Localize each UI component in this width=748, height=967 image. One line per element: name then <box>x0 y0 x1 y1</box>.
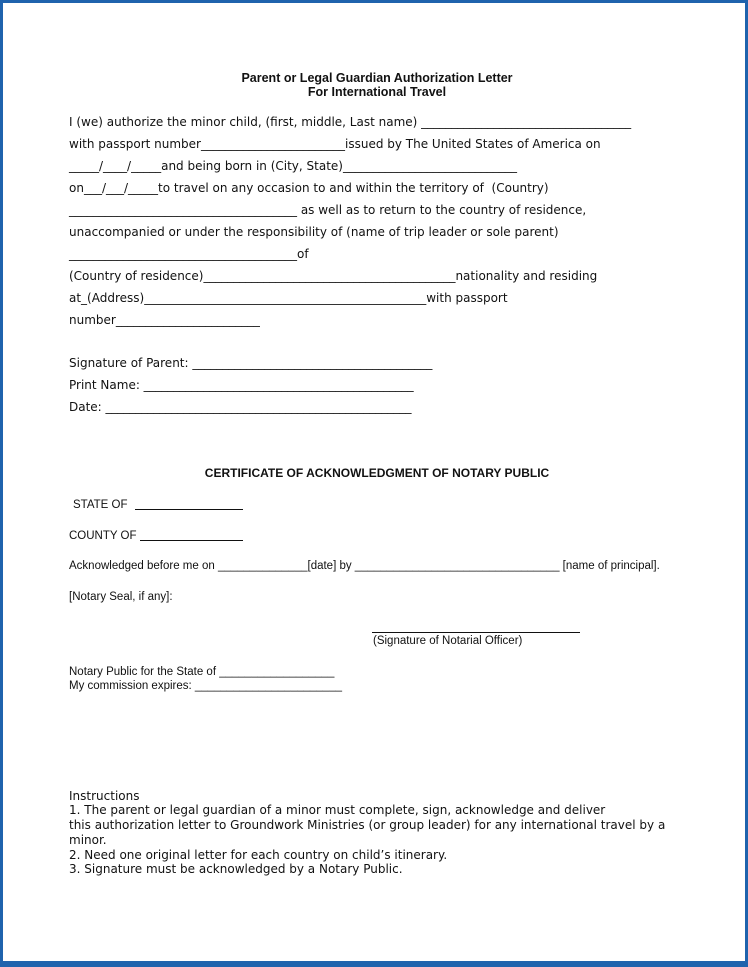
notarial-signature-caption: (Signature of Notarial Officer) <box>373 635 523 647</box>
letter-line-passport: with passport number________________________issued by The United States of America on <box>69 137 601 151</box>
instruction-item-2: 2. Need one original letter for each country on child’s itinerary. <box>69 848 448 862</box>
notarial-signature-line <box>372 632 580 633</box>
letter-line-responsibility: unaccompanied or under the responsibility of (name of trip leader or sole parent) <box>69 225 559 239</box>
instruction-item-1c: minor. <box>69 833 107 847</box>
print-name-field: Print Name: _____________________________________________ <box>69 378 414 392</box>
notary-certificate-heading: CERTIFICATE OF ACKNOWLEDGMENT OF NOTARY PUBLIC <box>204 466 550 480</box>
parent-signature-field: Signature of Parent: ________________________________________ <box>69 356 433 370</box>
state-label: STATE OF <box>73 499 128 511</box>
letter-line-birth: _____/____/_____and being born in (City, State)_____________________________ <box>69 159 517 173</box>
letter-line-leader-name: ______________________________________of <box>69 247 309 261</box>
instruction-item-3: 3. Signature must be acknowledged by a Notary Public. <box>69 862 403 876</box>
state-underline <box>135 509 243 510</box>
county-underline <box>140 540 243 541</box>
date-field: Date: ___________________________________________________ <box>69 400 412 414</box>
acknowledged-line: Acknowledged before me on ______________[date] by ________________________________ [name of principal]. <box>69 560 660 572</box>
instructions-heading: Instructions <box>69 789 140 803</box>
letter-line-address: at_(Address)_______________________________________________with passport <box>69 291 508 305</box>
notary-state-line: Notary Public for the State of __________________ <box>69 666 335 678</box>
letter-line-minor-name: I (we) authorize the minor child, (first, middle, Last name) ___________________________________ <box>69 115 632 129</box>
commission-expires-line: My commission expires: _______________________ <box>69 680 342 692</box>
document-title: Parent or Legal Guardian Authorization Letter <box>241 71 513 85</box>
instruction-item-1a: 1. The parent or legal guardian of a minor must complete, sign, acknowledge and deliver <box>69 803 606 817</box>
notary-seal-label: [Notary Seal, if any]: <box>69 591 173 603</box>
county-label: COUNTY OF <box>69 530 137 542</box>
letter-line-travel-date: on___/___/_____to travel on any occasion to and within the territory of (Country) <box>69 181 549 195</box>
letter-line-country: ______________________________________ as well as to return to the country of residence, <box>69 203 587 217</box>
letter-line-passport-number: number________________________ <box>69 313 260 327</box>
authorization-letter-page <box>3 3 748 967</box>
letter-line-residence: (Country of residence)__________________________________________nationality and residing <box>69 269 598 283</box>
instruction-item-1b: this authorization letter to Groundwork Ministries (or group leader) for any international travel by a <box>69 818 666 832</box>
document-subtitle: For International Travel <box>307 85 447 99</box>
